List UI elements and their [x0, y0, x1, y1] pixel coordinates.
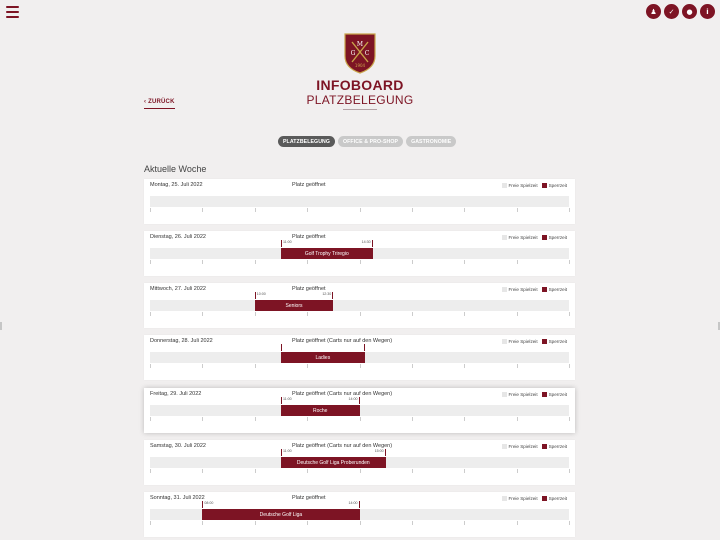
legend-blocked-swatch — [542, 339, 547, 344]
legend — [502, 444, 568, 449]
booking-start-time: 11:00 — [281, 397, 292, 404]
booking-label: Ladies — [281, 352, 365, 363]
timeline-tick — [569, 417, 570, 421]
timeline-tick — [150, 417, 151, 421]
timeline-tick — [255, 417, 256, 421]
booking-label: Seniors — [255, 300, 334, 311]
legend-free-swatch — [502, 235, 507, 240]
timeline-tick — [360, 417, 361, 421]
timeline-tick — [255, 469, 256, 473]
user-icon[interactable]: ♟ — [646, 4, 661, 19]
booking-start-time: 11:00 — [281, 240, 292, 247]
timeline-tick — [517, 417, 518, 421]
legend — [502, 392, 568, 397]
chevron-left-icon: ‹ — [144, 99, 149, 105]
page-subtitle: PLATZBELEGUNG — [306, 93, 414, 107]
timeline-tick — [307, 364, 308, 368]
day-date: Sonntag, 31. Juli 2022 — [150, 495, 205, 501]
timeline-tick — [412, 260, 413, 264]
timeline-tick — [202, 312, 203, 316]
legend-free-swatch — [502, 496, 507, 501]
timeline-tick — [255, 521, 256, 525]
booking-end-time — [363, 344, 365, 351]
timeline-tick — [202, 208, 203, 212]
section-title: Aktuelle Woche — [144, 164, 207, 174]
booking-label: Roche — [281, 405, 360, 416]
course-status: Platz geöffnet — [292, 234, 326, 240]
timeline-tick — [360, 208, 361, 212]
timeline-tick — [517, 312, 518, 316]
legend-blocked-swatch — [542, 235, 547, 240]
booking-start-time: 10:00 — [255, 292, 266, 299]
booking-block[interactable] — [281, 397, 360, 416]
legend — [502, 339, 568, 344]
timeline-tick — [412, 312, 413, 316]
booking-block[interactable] — [202, 501, 359, 520]
timeline-tick — [360, 521, 361, 525]
timeline-tick — [464, 364, 465, 368]
timeline-ticks — [150, 260, 569, 264]
timeline-track — [150, 300, 569, 311]
timeline-tick — [150, 364, 151, 368]
day-date: Mittwoch, 27. Juli 2022 — [150, 286, 206, 292]
booking-block[interactable] — [255, 292, 334, 311]
timeline-tick — [360, 469, 361, 473]
timeline-tick — [255, 312, 256, 316]
legend-free-swatch — [502, 339, 507, 344]
legend-blocked-label: Sperrzeit — [548, 339, 567, 344]
course-status: Platz geöffnet (Carts nur auf den Wegen) — [292, 391, 393, 397]
legend-free-label: Freie Spielzeit — [508, 339, 538, 344]
timeline-tick — [412, 364, 413, 368]
timeline-tick — [569, 364, 570, 368]
day-date: Dienstag, 26. Juli 2022 — [150, 234, 206, 240]
tab-office-pro-shop[interactable]: OFFICE & PRO-SHOP — [338, 136, 403, 147]
timeline-tick — [255, 364, 256, 368]
legend-free-label: Freie Spielzeit — [508, 287, 538, 292]
day-card[interactable] — [144, 335, 575, 380]
timeline-tick — [360, 312, 361, 316]
legend-free-swatch — [502, 183, 507, 188]
booking-end-time: 14:00 — [349, 501, 360, 508]
timeline-tick — [517, 260, 518, 264]
course-status: Platz geöffnet (Carts nur auf den Wegen) — [292, 443, 393, 449]
day-date: Montag, 25. Juli 2022 — [150, 182, 203, 188]
legend — [502, 235, 568, 240]
booking-start-time: 11:00 — [281, 449, 292, 456]
back-label: ZURÜCK — [148, 99, 175, 105]
timeline-tick — [307, 260, 308, 264]
course-status: Platz geöffnet — [292, 182, 326, 188]
course-status: Platz geöffnet — [292, 495, 326, 501]
timeline-tick — [202, 469, 203, 473]
course-status: Platz geöffnet (Carts nur auf den Wegen) — [292, 338, 393, 344]
booking-block[interactable] — [281, 344, 365, 363]
legend-free-swatch — [502, 444, 507, 449]
timeline-tick — [517, 521, 518, 525]
day-date: Donnerstag, 28. Juli 2022 — [150, 338, 213, 344]
legend-blocked-label: Sperrzeit — [548, 496, 567, 501]
logo-year: 1904 — [354, 63, 366, 68]
timeline-tick — [517, 469, 518, 473]
check-icon[interactable]: ✓ — [664, 4, 679, 19]
logo-letter-top: M — [356, 41, 364, 48]
logo-letter-left: G — [350, 50, 356, 57]
timeline-tick — [307, 312, 308, 316]
timeline-tick — [569, 260, 570, 264]
day-date: Freitag, 29. Juli 2022 — [150, 391, 202, 397]
timeline-tick — [307, 208, 308, 212]
booking-label: Deutsche Golf Liga Proberunden — [281, 457, 386, 468]
timeline-tick — [569, 312, 570, 316]
booking-label: Golf Trophy Triregio — [281, 248, 373, 259]
legend-blocked-label: Sperrzeit — [548, 392, 567, 397]
legend-blocked-label: Sperrzeit — [548, 183, 567, 188]
legend — [502, 496, 568, 501]
tab-platzbelegung[interactable]: PLATZBELEGUNG — [278, 136, 335, 147]
legend — [502, 287, 568, 292]
location-pin-icon[interactable]: ● — [682, 4, 697, 19]
legend-free-label: Freie Spielzeit — [508, 444, 538, 449]
booking-start-time: 08:00 — [202, 501, 213, 508]
timeline-tick — [150, 469, 151, 473]
day-date: Samstag, 30. Juli 2022 — [150, 443, 206, 449]
legend-free-label: Freie Spielzeit — [508, 183, 538, 188]
timeline-tick — [464, 208, 465, 212]
legend — [502, 183, 568, 188]
timeline-tick — [464, 312, 465, 316]
legend-blocked-label: Sperrzeit — [548, 444, 567, 449]
booking-end-time: 15:00 — [375, 449, 386, 456]
page-title: INFOBOARD — [316, 77, 404, 93]
timeline-track — [150, 196, 569, 207]
day-card[interactable] — [144, 231, 575, 276]
legend-blocked-swatch — [542, 496, 547, 501]
category-tabs — [278, 136, 456, 147]
timeline-tick — [569, 208, 570, 212]
timeline-tick — [202, 521, 203, 525]
legend-free-label: Freie Spielzeit — [508, 392, 538, 397]
club-logo — [343, 32, 377, 74]
title-divider — [343, 109, 377, 110]
timeline-ticks — [150, 417, 569, 421]
legend-blocked-swatch — [542, 392, 547, 397]
back-link[interactable] — [144, 99, 175, 109]
timeline-tick — [517, 364, 518, 368]
info-icon[interactable]: i — [700, 4, 715, 19]
timeline-tick — [202, 364, 203, 368]
timeline-ticks — [150, 312, 569, 316]
day-card[interactable] — [144, 492, 575, 537]
tab-gastronomie[interactable]: GASTRONOMIE — [406, 136, 456, 147]
timeline-tick — [307, 521, 308, 525]
timeline-tick — [360, 260, 361, 264]
timeline-tick — [569, 469, 570, 473]
legend-free-label: Freie Spielzeit — [508, 235, 538, 240]
timeline-tick — [202, 417, 203, 421]
legend-blocked-swatch — [542, 287, 547, 292]
timeline-tick — [307, 469, 308, 473]
left-edge-handle[interactable] — [0, 322, 2, 330]
timeline-ticks — [150, 364, 569, 368]
legend-blocked-swatch — [542, 183, 547, 188]
timeline-tick — [255, 208, 256, 212]
course-status: Platz geöffnet — [292, 286, 326, 292]
timeline-tick — [517, 208, 518, 212]
timeline-tick — [412, 417, 413, 421]
timeline-tick — [150, 521, 151, 525]
timeline-tick — [464, 260, 465, 264]
timeline-tick — [255, 260, 256, 264]
booking-label: Deutsche Golf Liga — [202, 509, 359, 520]
legend-blocked-label: Sperrzeit — [548, 287, 567, 292]
booking-end-time: 12:30 — [322, 292, 333, 299]
timeline-tick — [464, 521, 465, 525]
booking-end-time: 14:00 — [349, 397, 360, 404]
header-action-icons — [646, 4, 715, 19]
logo-letter-right: C — [364, 50, 370, 57]
legend-free-label: Freie Spielzeit — [508, 496, 538, 501]
timeline-tick — [569, 521, 570, 525]
booking-end-time: 14:30 — [362, 240, 373, 247]
booking-start-time — [281, 344, 283, 351]
timeline-tick — [150, 208, 151, 212]
day-card[interactable] — [144, 440, 575, 485]
timeline-tick — [412, 469, 413, 473]
legend-blocked-label: Sperrzeit — [548, 235, 567, 240]
legend-free-swatch — [502, 287, 507, 292]
timeline-tick — [150, 312, 151, 316]
legend-blocked-swatch — [542, 444, 547, 449]
booking-block[interactable] — [281, 240, 373, 259]
day-card[interactable] — [144, 388, 575, 433]
timeline-ticks — [150, 521, 569, 525]
timeline-tick — [202, 260, 203, 264]
timeline-tick — [412, 521, 413, 525]
day-card[interactable] — [144, 179, 575, 224]
timeline-tick — [150, 260, 151, 264]
legend-free-swatch — [502, 392, 507, 397]
hamburger-menu-icon[interactable] — [6, 6, 19, 17]
timeline-tick — [412, 208, 413, 212]
timeline-tick — [464, 469, 465, 473]
timeline-track — [150, 405, 569, 416]
timeline-ticks — [150, 469, 569, 473]
timeline-tick — [307, 417, 308, 421]
timeline-tick — [464, 417, 465, 421]
day-card[interactable] — [144, 283, 575, 328]
timeline-ticks — [150, 208, 569, 212]
timeline-tick — [360, 364, 361, 368]
booking-block[interactable] — [281, 449, 386, 468]
